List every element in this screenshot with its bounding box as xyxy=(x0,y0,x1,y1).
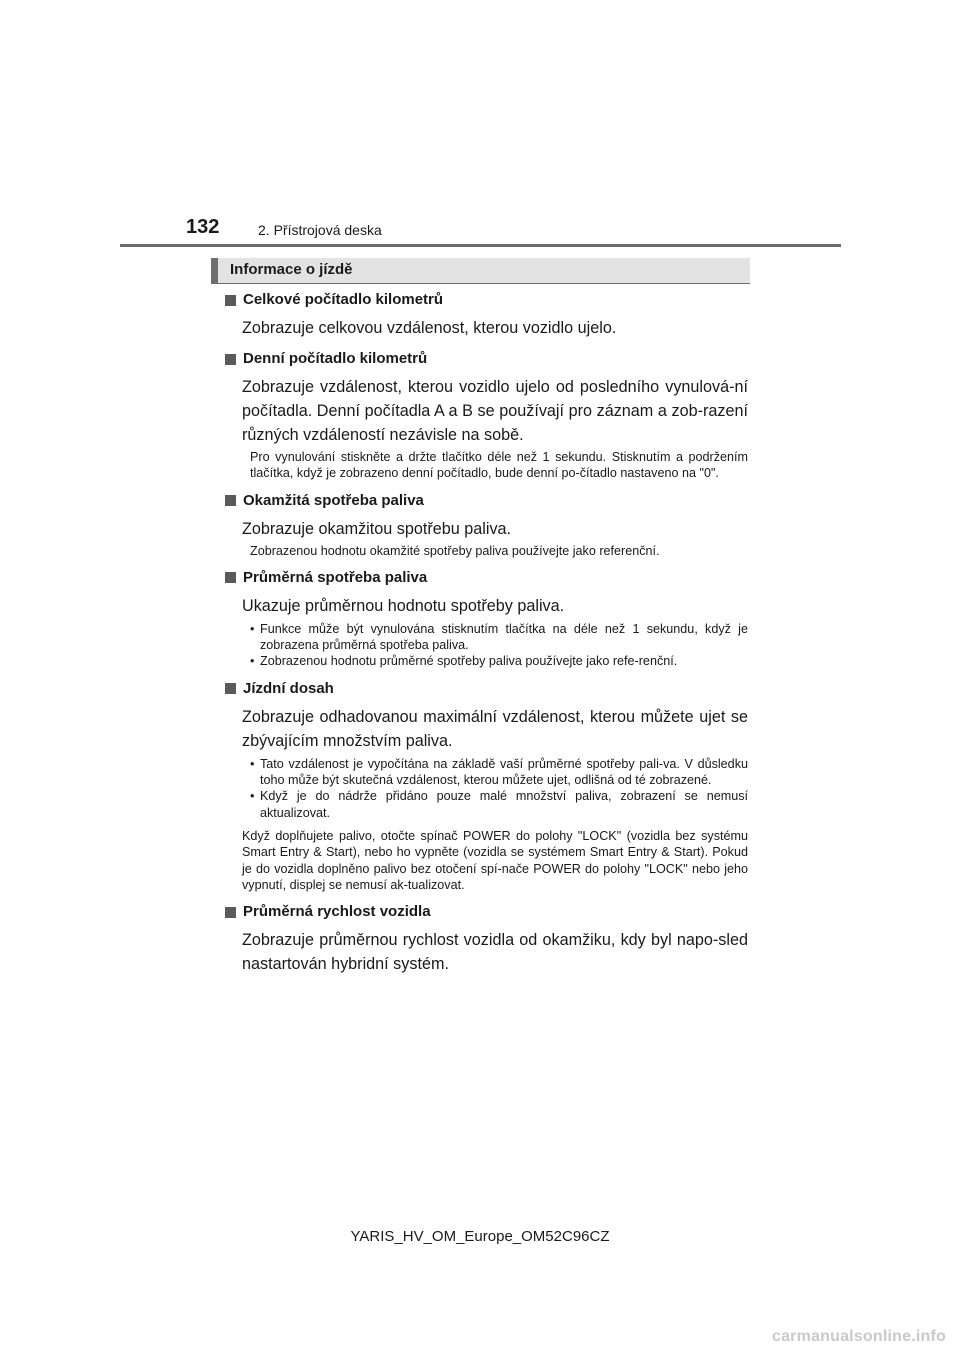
item-average-fuel xyxy=(225,568,748,670)
item-heading-label: Celkové počítadlo kilometrů xyxy=(243,291,444,308)
item-heading xyxy=(225,491,748,511)
item-odometer xyxy=(225,290,748,340)
item-heading xyxy=(225,290,748,310)
header-divider xyxy=(120,244,841,247)
item-current-fuel xyxy=(225,491,748,559)
item-heading-label: Okamžitá spotřeba paliva xyxy=(243,491,424,509)
document-code: YARIS_HV_OM_Europe_OM52C96CZ xyxy=(350,1228,610,1245)
item-note: Pro vynulování stiskněte a držte tlačítko déle než 1 sekundu. Stisknutím a podržením tlačítka, když je zobrazeno denní počítadlo, bude denní po-čítadlo nastaveno na "0". xyxy=(250,450,748,481)
square-bullet-icon xyxy=(225,572,236,583)
item-heading xyxy=(225,902,748,922)
square-bullet-icon xyxy=(225,683,236,694)
bullet-list xyxy=(250,621,748,670)
square-bullet-icon xyxy=(225,295,236,306)
bullet-dot-icon: • xyxy=(250,789,255,804)
bullet-item: • Tato vzdálenost je vypočítána na základě vaší průměrné spotřeby pali-va. V důsledku toho může být skutečná vzdálenost, kterou můžete ujet, odlišná od té zobrazené. xyxy=(250,756,748,788)
item-description: Ukazuje průměrnou hodnotu spotřeby paliva. xyxy=(242,596,565,615)
item-note: Když doplňujete palivo, otočte spínač POWER do polohy "LOCK" (vozidla bez systému Smart Entry & Start), nebo ho vypněte (vozidla se systémem Smart Entry & Start). Pokud je do vozidla doplněno palivo bez otočení spí-nače POWER do polohy "LOCK" nebo jeho vypnutí, displej se nemusí ak-tualizovat. xyxy=(242,828,748,892)
bullet-item: • Funkce může být vynulována stisknutím tlačítka na déle než 1 sekundu, když je zobrazena průměrná spotřeba paliva. xyxy=(250,621,748,653)
item-heading-label: Průměrná spotřeba paliva xyxy=(243,568,428,586)
item-description: Zobrazuje celkovou vzdálenost, kterou vozidlo ujelo. xyxy=(242,319,617,337)
item-driving-range xyxy=(225,679,748,893)
square-bullet-icon xyxy=(225,495,236,506)
chapter-title: 2. Přístrojová deska xyxy=(258,222,382,238)
item-trip-meter xyxy=(225,349,748,482)
section-title: Informace o jízdě xyxy=(230,261,353,278)
item-description: Zobrazuje okamžitou spotřebu paliva. xyxy=(242,519,512,538)
content-area xyxy=(225,290,748,976)
bullet-dot-icon: • xyxy=(250,654,255,669)
bullet-item: • Zobrazenou hodnotu průměrné spotřeby paliva používejte jako refe-renční. xyxy=(250,654,678,669)
item-note: Zobrazenou hodnotu okamžité spotřeby paliva používejte jako referenční. xyxy=(250,543,660,558)
item-heading-label: Průměrná rychlost vozidla xyxy=(243,903,431,921)
item-heading-label: Denní počítadlo kilometrů xyxy=(243,350,428,367)
item-heading xyxy=(225,568,748,588)
bullet-list xyxy=(250,756,748,821)
item-description: Zobrazuje vzdálenost, kterou vozidlo ujelo od posledního vynulová-ní počítadla. Denní počítadla A a B se používají pro záznam a zob-razení různých vzdáleností nezávisle na sobě. xyxy=(242,378,748,444)
item-heading xyxy=(225,679,748,699)
section-header xyxy=(211,258,750,284)
item-heading-label: Jízdní dosah xyxy=(243,679,334,697)
bullet-dot-icon: • xyxy=(250,621,255,636)
item-description: Zobrazuje odhadovanou maximální vzdálenost, kterou můžete ujet se zbývajícím množstvím paliva. xyxy=(242,707,748,750)
bullet-dot-icon: • xyxy=(250,756,255,771)
square-bullet-icon xyxy=(225,354,236,365)
item-heading xyxy=(225,349,748,369)
item-description: Zobrazuje průměrnou rychlost vozidla od okamžiku, kdy byl napo-sled nastartován hybridní systém. xyxy=(242,931,748,974)
square-bullet-icon xyxy=(225,907,236,918)
bullet-item: • Když je do nádrže přidáno pouze malé množství paliva, zobrazení se nemusí aktualizovat. xyxy=(250,789,748,820)
page-number: 132 xyxy=(186,216,220,238)
watermark: carmanualsonline.info xyxy=(771,1328,946,1345)
item-average-speed xyxy=(225,902,748,976)
